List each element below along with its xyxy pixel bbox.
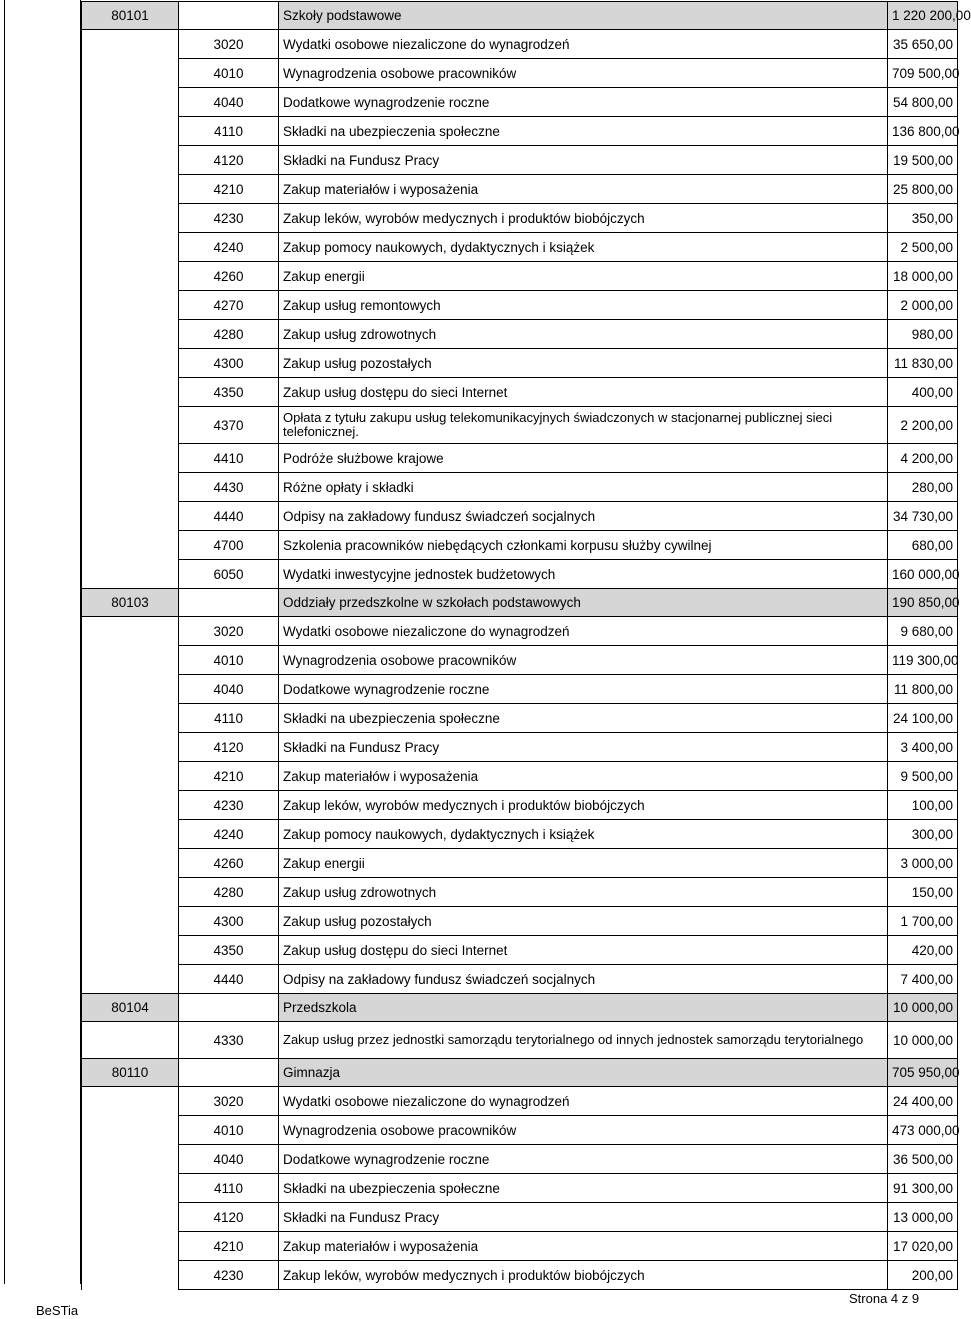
- amount-cell: 119 300,00: [888, 646, 958, 675]
- division-cell: [82, 204, 179, 233]
- amount-cell: 2 000,00: [888, 291, 958, 320]
- name-cell: Składki na Fundusz Pracy: [279, 146, 888, 175]
- name-cell: Zakup usług pozostałych: [279, 907, 888, 936]
- paragraph-cell: 4210: [179, 762, 279, 791]
- amount-cell: 100,00: [888, 791, 958, 820]
- budget-table: [81, 1, 971, 1290]
- division-cell: [82, 791, 179, 820]
- name-cell: Zakup energii: [279, 262, 888, 291]
- amount-cell: 160 000,00: [888, 560, 958, 589]
- amount-cell: 18 000,00: [888, 262, 958, 291]
- name-cell: Wynagrodzenia osobowe pracowników: [279, 1116, 888, 1145]
- table-row: [82, 349, 958, 378]
- name-cell: Odpisy na zakładowy fundusz świadczeń socjalnych: [279, 965, 888, 994]
- amount-cell: 25 800,00: [888, 175, 958, 204]
- table-row: [82, 1145, 958, 1174]
- paragraph-cell: 4700: [179, 531, 279, 560]
- paragraph-cell: 4350: [179, 378, 279, 407]
- amount-cell: 709 500,00: [888, 59, 958, 88]
- paragraph-cell: 4260: [179, 262, 279, 291]
- paragraph-cell: 4120: [179, 733, 279, 762]
- name-cell: Składki na Fundusz Pracy: [279, 733, 888, 762]
- division-cell: [82, 965, 179, 994]
- table-row: [82, 502, 958, 531]
- division-cell: [82, 117, 179, 146]
- amount-cell: 350,00: [888, 204, 958, 233]
- amount-cell: 35 650,00: [888, 30, 958, 59]
- amount-cell: 91 300,00: [888, 1174, 958, 1203]
- table-row: [82, 704, 958, 733]
- table-row: [82, 675, 958, 704]
- division-cell: [82, 291, 179, 320]
- division-cell: [82, 88, 179, 117]
- table-row: [82, 878, 958, 907]
- name-cell: Zakup usług dostępu do sieci Internet: [279, 378, 888, 407]
- paragraph-cell: 4260: [179, 849, 279, 878]
- paragraph-cell: 4370: [179, 407, 279, 444]
- name-cell: Odpisy na zakładowy fundusz świadczeń socjalnych: [279, 502, 888, 531]
- name-cell: Zakup leków, wyrobów medycznych i produktów biobójczych: [279, 791, 888, 820]
- name-cell: Zakup pomocy naukowych, dydaktycznych i książek: [279, 820, 888, 849]
- name-cell: Wynagrodzenia osobowe pracowników: [279, 646, 888, 675]
- table-row: [82, 1116, 958, 1145]
- division-cell: [82, 675, 179, 704]
- name-cell: Zakup usług dostępu do sieci Internet: [279, 936, 888, 965]
- paragraph-cell: [179, 2, 279, 30]
- table-row: [82, 117, 958, 146]
- name-cell: Gimnazja: [279, 1059, 888, 1087]
- table-row: [82, 907, 958, 936]
- division-cell: [82, 175, 179, 204]
- division-cell: [82, 1022, 179, 1059]
- division-cell: [82, 531, 179, 560]
- division-cell: [82, 704, 179, 733]
- division-cell: [82, 30, 179, 59]
- paragraph-cell: 4230: [179, 204, 279, 233]
- name-cell: Składki na ubezpieczenia społeczne: [279, 1174, 888, 1203]
- division-cell: [82, 262, 179, 291]
- amount-cell: 705 950,00: [888, 1059, 958, 1087]
- name-cell: Składki na ubezpieczenia społeczne: [279, 704, 888, 733]
- table-row: [82, 59, 958, 88]
- paragraph-cell: 4230: [179, 1261, 279, 1290]
- section-row: [82, 994, 958, 1022]
- name-cell: Wydatki osobowe niezaliczone do wynagrodzeń: [279, 617, 888, 646]
- table-row: [82, 444, 958, 473]
- division-cell: [82, 936, 179, 965]
- amount-cell: 3 400,00: [888, 733, 958, 762]
- paragraph-cell: 4300: [179, 907, 279, 936]
- paragraph-cell: 4010: [179, 1116, 279, 1145]
- amount-cell: 190 850,00: [888, 589, 958, 617]
- division-cell: [82, 820, 179, 849]
- name-cell: Podróże służbowe krajowe: [279, 444, 888, 473]
- table-row: [82, 1087, 958, 1116]
- table-row: [82, 30, 958, 59]
- paragraph-cell: 4040: [179, 675, 279, 704]
- amount-cell: 10 000,00: [888, 994, 958, 1022]
- division-cell: [82, 444, 179, 473]
- footer-software-name: BeSTia: [36, 1303, 79, 1318]
- paragraph-cell: [179, 589, 279, 617]
- amount-cell: 3 000,00: [888, 849, 958, 878]
- name-cell: Dodatkowe wynagrodzenie roczne: [279, 1145, 888, 1174]
- paragraph-cell: 4110: [179, 1174, 279, 1203]
- amount-cell: 9 680,00: [888, 617, 958, 646]
- paragraph-cell: [179, 1059, 279, 1087]
- amount-cell: 4 200,00: [888, 444, 958, 473]
- name-cell: Zakup usług zdrowotnych: [279, 320, 888, 349]
- table-row: [82, 1203, 958, 1232]
- division-cell: [82, 849, 179, 878]
- division-cell: [82, 733, 179, 762]
- division-cell: [82, 907, 179, 936]
- name-cell: Zakup usług zdrowotnych: [279, 878, 888, 907]
- division-cell: [82, 59, 179, 88]
- paragraph-cell: 4120: [179, 146, 279, 175]
- table-row: [82, 733, 958, 762]
- name-cell: Zakup usług przez jednostki samorządu terytorialnego od innych jednostek samorządu terytorialnego: [279, 1022, 888, 1059]
- paragraph-cell: 4440: [179, 965, 279, 994]
- amount-cell: 10 000,00: [888, 1022, 958, 1059]
- amount-cell: 1 700,00: [888, 907, 958, 936]
- amount-cell: 473 000,00: [888, 1116, 958, 1145]
- amount-cell: 300,00: [888, 820, 958, 849]
- paragraph-cell: 4230: [179, 791, 279, 820]
- name-cell: Szkolenia pracowników niebędących członkami korpusu służby cywilnej: [279, 531, 888, 560]
- paragraph-cell: 4110: [179, 117, 279, 146]
- name-cell: Zakup usług pozostałych: [279, 349, 888, 378]
- division-cell: [82, 1145, 179, 1174]
- paragraph-cell: 4350: [179, 936, 279, 965]
- division-cell: 80103: [82, 589, 179, 617]
- table-row: [82, 560, 958, 589]
- table-row: [82, 378, 958, 407]
- name-cell: Różne opłaty i składki: [279, 473, 888, 502]
- name-cell: Zakup materiałów i wyposażenia: [279, 1232, 888, 1261]
- division-cell: [82, 617, 179, 646]
- amount-cell: 680,00: [888, 531, 958, 560]
- amount-cell: 36 500,00: [888, 1145, 958, 1174]
- name-cell: Zakup pomocy naukowych, dydaktycznych i książek: [279, 233, 888, 262]
- amount-cell: 13 000,00: [888, 1203, 958, 1232]
- table-row: [82, 320, 958, 349]
- paragraph-cell: 4210: [179, 1232, 279, 1261]
- amount-cell: 54 800,00: [888, 88, 958, 117]
- name-cell: Zakup materiałów i wyposażenia: [279, 175, 888, 204]
- division-cell: [82, 560, 179, 589]
- name-cell: Zakup materiałów i wyposażenia: [279, 762, 888, 791]
- paragraph-cell: 4280: [179, 878, 279, 907]
- amount-cell: 34 730,00: [888, 502, 958, 531]
- name-cell: Składki na Fundusz Pracy: [279, 1203, 888, 1232]
- paragraph-cell: [179, 994, 279, 1022]
- amount-cell: 17 020,00: [888, 1232, 958, 1261]
- table-row: [82, 820, 958, 849]
- paragraph-cell: 3020: [179, 30, 279, 59]
- amount-cell: 7 400,00: [888, 965, 958, 994]
- table-row: [82, 262, 958, 291]
- paragraph-cell: 4240: [179, 233, 279, 262]
- table-row: [82, 762, 958, 791]
- name-cell: Zakup energii: [279, 849, 888, 878]
- paragraph-cell: 4040: [179, 88, 279, 117]
- paragraph-cell: 3020: [179, 617, 279, 646]
- paragraph-cell: 4280: [179, 320, 279, 349]
- table-row: [82, 233, 958, 262]
- amount-cell: 280,00: [888, 473, 958, 502]
- footer-page-number: Strona 4 z 9: [849, 1291, 920, 1306]
- name-cell: Zakup leków, wyrobów medycznych i produktów biobójczych: [279, 204, 888, 233]
- paragraph-cell: 4120: [179, 1203, 279, 1232]
- division-cell: 80104: [82, 994, 179, 1022]
- name-cell: Składki na ubezpieczenia społeczne: [279, 117, 888, 146]
- paragraph-cell: 4440: [179, 502, 279, 531]
- table-row: [82, 175, 958, 204]
- amount-cell: 2 500,00: [888, 233, 958, 262]
- name-cell: Wydatki inwestycyjne jednostek budżetowych: [279, 560, 888, 589]
- division-cell: [82, 878, 179, 907]
- table-row: [82, 407, 958, 444]
- paragraph-cell: 4010: [179, 59, 279, 88]
- division-cell: [82, 349, 179, 378]
- division-cell: 80101: [82, 2, 179, 30]
- division-cell: [82, 378, 179, 407]
- name-cell: Zakup usług remontowych: [279, 291, 888, 320]
- paragraph-cell: 4040: [179, 1145, 279, 1174]
- division-cell: [82, 1203, 179, 1232]
- section-row: [82, 1059, 958, 1087]
- name-cell: Oddziały przedszkolne w szkołach podstawowych: [279, 589, 888, 617]
- division-cell: [82, 762, 179, 791]
- paragraph-cell: 4430: [179, 473, 279, 502]
- paragraph-cell: 4330: [179, 1022, 279, 1059]
- amount-cell: 9 500,00: [888, 762, 958, 791]
- amount-cell: 136 800,00: [888, 117, 958, 146]
- amount-cell: 19 500,00: [888, 146, 958, 175]
- division-cell: [82, 320, 179, 349]
- table-row: [82, 1232, 958, 1261]
- amount-cell: 2 200,00: [888, 407, 958, 444]
- name-cell: Przedszkola: [279, 994, 888, 1022]
- amount-cell: 400,00: [888, 378, 958, 407]
- amount-cell: 24 100,00: [888, 704, 958, 733]
- division-cell: [82, 1261, 179, 1290]
- division-cell: 80110: [82, 1059, 179, 1087]
- paragraph-cell: 4240: [179, 820, 279, 849]
- name-cell: Szkoły podstawowe: [279, 2, 888, 30]
- name-cell: Wynagrodzenia osobowe pracowników: [279, 59, 888, 88]
- division-cell: [82, 1087, 179, 1116]
- paragraph-cell: 4110: [179, 704, 279, 733]
- table-row: [82, 791, 958, 820]
- section-row: [82, 589, 958, 617]
- name-cell: Wydatki osobowe niezaliczone do wynagrodzeń: [279, 1087, 888, 1116]
- name-cell: Dodatkowe wynagrodzenie roczne: [279, 88, 888, 117]
- table-row: [82, 1261, 958, 1290]
- amount-cell: 980,00: [888, 320, 958, 349]
- division-cell: [82, 1116, 179, 1145]
- division-cell: [82, 502, 179, 531]
- paragraph-cell: 6050: [179, 560, 279, 589]
- table-row: [82, 473, 958, 502]
- amount-cell: 420,00: [888, 936, 958, 965]
- table-row: [82, 646, 958, 675]
- division-cell: [82, 233, 179, 262]
- name-cell: Opłata z tytułu zakupu usług telekomunikacyjnych świadczonych w stacjonarnej publicznej sieci telefonicznej.: [279, 407, 888, 444]
- table-row: [82, 204, 958, 233]
- name-cell: Dodatkowe wynagrodzenie roczne: [279, 675, 888, 704]
- paragraph-cell: 4010: [179, 646, 279, 675]
- budget-table-body: [82, 2, 971, 1290]
- division-cell: [82, 473, 179, 502]
- table-row: [82, 1022, 958, 1059]
- amount-cell: 11 800,00: [888, 675, 958, 704]
- amount-cell: 11 830,00: [888, 349, 958, 378]
- division-cell: [82, 1174, 179, 1203]
- division-cell: [82, 646, 179, 675]
- division-cell: [82, 1232, 179, 1261]
- division-cell: [82, 146, 179, 175]
- paragraph-cell: 4300: [179, 349, 279, 378]
- table-row: [82, 1174, 958, 1203]
- table-row: [82, 88, 958, 117]
- table-row: [82, 531, 958, 560]
- table-row: [82, 291, 958, 320]
- name-cell: Wydatki osobowe niezaliczone do wynagrodzeń: [279, 30, 888, 59]
- name-cell: Zakup leków, wyrobów medycznych i produktów biobójczych: [279, 1261, 888, 1290]
- amount-cell: 1 220 200,00: [888, 2, 958, 30]
- division-cell: [82, 407, 179, 444]
- paragraph-cell: 3020: [179, 1087, 279, 1116]
- table-row: [82, 617, 958, 646]
- paragraph-cell: 4210: [179, 175, 279, 204]
- table-row: [82, 936, 958, 965]
- paragraph-cell: 4270: [179, 291, 279, 320]
- amount-cell: 200,00: [888, 1261, 958, 1290]
- page-border-line: [4, 0, 5, 1284]
- table-row: [82, 849, 958, 878]
- table-row: [82, 146, 958, 175]
- amount-cell: 150,00: [888, 878, 958, 907]
- amount-cell: 24 400,00: [888, 1087, 958, 1116]
- section-row: [82, 2, 958, 30]
- paragraph-cell: 4410: [179, 444, 279, 473]
- table-row: [82, 965, 958, 994]
